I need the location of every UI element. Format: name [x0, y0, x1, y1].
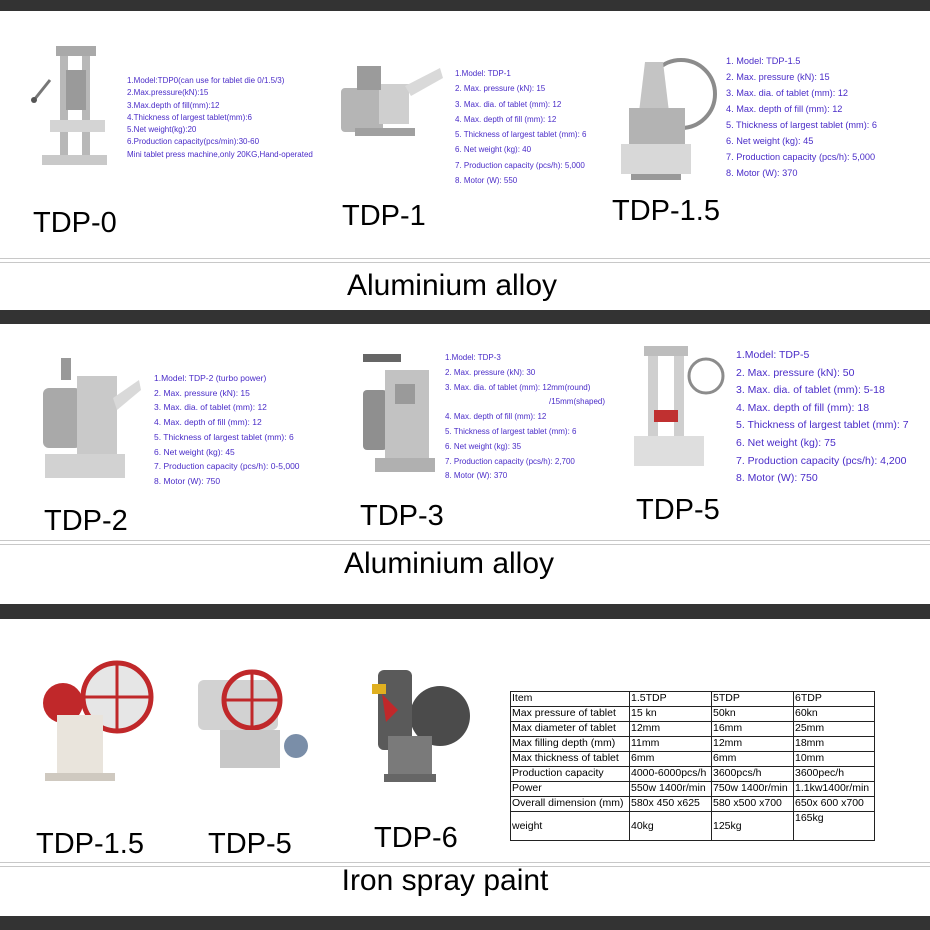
table-cell: Power — [511, 782, 630, 797]
spec-line: 2. Max. pressure (kN): 30 — [445, 367, 536, 377]
spec-line: 5. Thickness of largest tablet (mm): 6 — [455, 130, 587, 140]
spec-line: 3.Max.depth of fill(mm):12 — [127, 100, 220, 110]
iron-tdp15-label: TDP-1.5 — [36, 828, 144, 860]
table-cell: 40kg — [630, 812, 712, 841]
table-row — [511, 752, 875, 767]
table-cell: 1.1kw1400r/min — [794, 782, 875, 797]
comparison-table — [510, 691, 875, 841]
spec-line: 5. Thickness of largest tablet (mm): 6 — [726, 120, 877, 130]
spec-line: 1.Model: TDP-1 — [455, 69, 511, 78]
tdp0-spec-list — [127, 75, 313, 161]
table-cell: 3600pcs/h — [712, 767, 794, 782]
table-cell: 3600pec/h — [794, 767, 875, 782]
spec-line: 6. Net weight (kg): 35 — [445, 441, 522, 451]
spec-line: 1.Model:TDP0(can use for tablet die 0/1.5/3) — [127, 76, 285, 85]
table-cell: 16mm — [712, 722, 794, 737]
table-cell: 50kn — [712, 707, 794, 722]
table-row — [511, 797, 875, 812]
spec-line: 4. Max. depth of fill (mm): 12 — [455, 114, 557, 124]
table-cell: Overall dimension (mm) — [511, 797, 630, 812]
spec-line: 4. Max. depth of fill (mm): 18 — [736, 401, 870, 414]
bottom-bar — [0, 916, 930, 930]
table-cell: weight — [511, 812, 630, 841]
spec-line: 1. Model: TDP-1.5 — [726, 56, 801, 66]
table-cell: 12mm — [630, 722, 712, 737]
tdp3-spec-list — [445, 351, 605, 484]
spec-line: 4.Thickness of largest tablet(mm):6 — [127, 112, 252, 122]
top-bar — [0, 0, 930, 11]
tdp2-label: TDP-2 — [44, 505, 128, 537]
spec-line: 5. Thickness of largest tablet (mm): 6 — [445, 426, 577, 436]
table-cell: 10mm — [794, 752, 875, 767]
table-cell: Item — [511, 692, 630, 707]
table-row — [511, 737, 875, 752]
divider-line — [0, 862, 930, 863]
tdp15-spec-list — [726, 53, 877, 181]
spec-line: 7. Production capacity (pcs/h): 0-5,000 — [154, 461, 300, 472]
spec-line: 7. Production capacity (pcs/h): 5,000 — [455, 160, 585, 170]
table-cell: Max filling depth (mm) — [511, 737, 630, 752]
table-cell: Max thickness of tablet — [511, 752, 630, 767]
iron-tdp5-machine-image — [190, 660, 320, 780]
spec-line: 1.Model: TDP-3 — [445, 353, 501, 362]
spec-line: 1.Model: TDP-5 — [736, 349, 810, 361]
tdp5-label: TDP-5 — [636, 494, 720, 526]
divider-line — [0, 258, 930, 259]
spec-line: 3. Max. dia. of tablet (mm): 5-18 — [736, 384, 885, 397]
table-cell: Max pressure of tablet — [511, 707, 630, 722]
spec-line: 3. Max. dia. of tablet (mm): 12 — [726, 88, 849, 98]
spec-line: Mini tablet press machine,only 20KG,Hand-operated — [127, 149, 313, 159]
table-cell: 580 x500 x700 — [712, 797, 794, 812]
table-cell: 18mm — [794, 737, 875, 752]
table-cell: 125kg — [712, 812, 794, 841]
table-cell: 11mm — [630, 737, 712, 752]
separator-bar-1 — [0, 310, 930, 324]
spec-line: 3. Max. dia. of tablet (mm): 12 — [455, 99, 562, 109]
spec-line: 6. Net weight (kg): 45 — [154, 446, 235, 457]
spec-line: 4. Max. depth of fill (mm): 12 — [445, 412, 547, 422]
table-row — [511, 767, 875, 782]
table-cell: 750w 1400r/min — [712, 782, 794, 797]
iron-tdp6-machine-image — [358, 660, 473, 790]
iron-tdp5-label: TDP-5 — [208, 828, 292, 860]
tdp3-machine-image — [355, 350, 440, 480]
table-cell: Max diameter of tablet — [511, 722, 630, 737]
table-row — [511, 782, 875, 797]
spec-line: 2. Max. pressure (kN): 15 — [154, 387, 250, 398]
section-title: Aluminium alloy — [343, 547, 555, 580]
spec-line: 2. Max. pressure (kN): 50 — [736, 366, 855, 379]
tdp2-machine-image — [35, 358, 145, 488]
tdp2-spec-list — [154, 371, 300, 489]
separator-bar-2 — [0, 604, 930, 619]
section-title: Iron spray paint — [341, 864, 549, 897]
tdp1-machine-image — [335, 62, 445, 142]
iron-tdp6-label: TDP-6 — [374, 822, 458, 854]
tdp3-label: TDP-3 — [360, 500, 444, 532]
spec-line: 5.Net weight(kg):20 — [127, 125, 197, 135]
table-cell: 60kn — [794, 707, 875, 722]
table-cell: 6TDP — [794, 692, 875, 707]
tdp0-label: TDP-0 — [33, 207, 117, 239]
spec-line: 2.Max.pressure(kN):15 — [127, 88, 209, 98]
table-row — [511, 707, 875, 722]
tdp15-machine-image — [615, 52, 720, 182]
table-cell: 165kg — [794, 812, 875, 841]
table-cell: Production capacity — [511, 767, 630, 782]
spec-line: 4. Max. depth of fill (mm): 12 — [726, 104, 843, 114]
table-cell: 25mm — [794, 722, 875, 737]
spec-line: 5. Thickness of largest tablet (mm): 6 — [154, 431, 294, 442]
table-cell: 550w 1400r/min — [630, 782, 712, 797]
table-cell: 650x 600 x700 — [794, 797, 875, 812]
iron-tdp15-machine-image — [35, 655, 155, 785]
spec-line: 3. Max. dia. of tablet (mm): 12 — [154, 402, 267, 413]
spec-line: 6. Net weight (kg): 75 — [736, 436, 836, 449]
table-cell: 12mm — [712, 737, 794, 752]
spec-line: 4. Max. depth of fill (mm): 12 — [154, 417, 262, 428]
spec-line: 1.Model: TDP-2 (turbo power) — [154, 373, 267, 383]
table-row — [511, 722, 875, 737]
divider-line — [0, 544, 930, 545]
tdp15-label: TDP-1.5 — [612, 195, 720, 227]
spec-line: 6.Production capacity(pcs/min):30-60 — [127, 137, 260, 147]
table-cell: 15 kn — [630, 707, 712, 722]
table-cell: 1.5TDP — [630, 692, 712, 707]
tdp0-machine-image — [30, 40, 120, 170]
spec-line: 8. Motor (W): 750 — [736, 472, 818, 485]
spec-line: 5. Thickness of largest tablet (mm): 7 — [736, 419, 909, 432]
table-cell: 6mm — [630, 752, 712, 767]
spec-line: 7. Production capacity (pcs/h): 5,000 — [726, 152, 876, 162]
spec-line: 8. Motor (W): 550 — [455, 176, 518, 186]
table-row — [511, 812, 875, 841]
tdp1-label: TDP-1 — [342, 200, 426, 232]
table-header-row — [511, 692, 875, 707]
spec-line: 2. Max. pressure (kN): 15 — [455, 84, 546, 94]
tdp5-spec-list — [736, 347, 909, 488]
spec-line: 3. Max. dia. of tablet (mm): 12mm(round) — [445, 382, 591, 392]
spec-line: /15mm(shaped) — [549, 397, 606, 407]
spec-line: 8. Motor (W): 370 — [726, 168, 798, 178]
table-cell: 4000-6000pcs/h — [630, 767, 712, 782]
spec-line: 7. Production capacity (pcs/h): 4,200 — [736, 454, 907, 467]
table-cell: 6mm — [712, 752, 794, 767]
section-title: Aluminium alloy — [346, 269, 558, 302]
spec-line: 8. Motor (W): 750 — [154, 475, 221, 486]
spec-line: 2. Max. pressure (kN): 15 — [726, 72, 830, 82]
tdp5-machine-image — [630, 340, 725, 470]
divider-line — [0, 262, 930, 263]
divider-line — [0, 540, 930, 541]
spec-line: 6. Net weight (kg): 40 — [455, 145, 532, 155]
spec-line: 6. Net weight (kg): 45 — [726, 136, 814, 146]
table-cell: 580x 450 x625 — [630, 797, 712, 812]
table-cell: 5TDP — [712, 692, 794, 707]
spec-line: 7. Production capacity (pcs/h): 2,700 — [445, 456, 575, 466]
tdp1-spec-list — [455, 66, 586, 188]
spec-line: 8. Motor (W): 370 — [445, 471, 508, 481]
